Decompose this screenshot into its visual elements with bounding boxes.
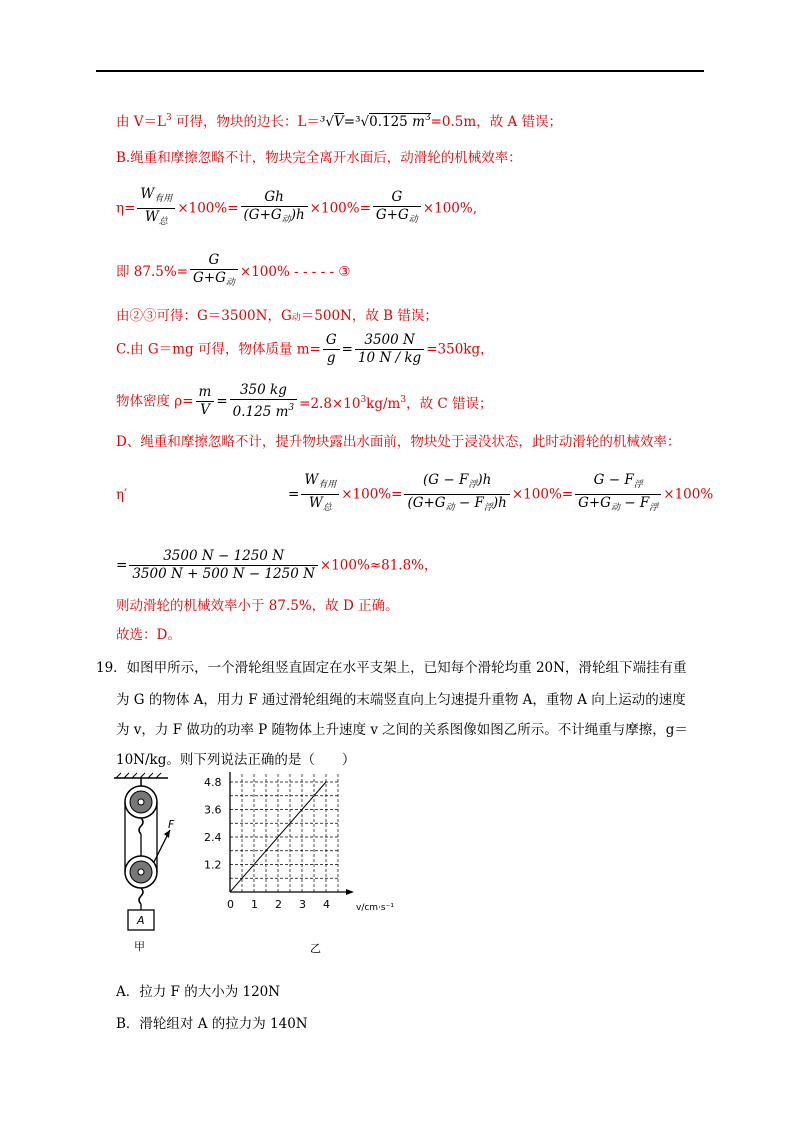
y-tick-label: 1.2 <box>204 858 222 872</box>
solution-rho-line: 物体密度 ρ= $\frac{m}{V}$ = $\frac{350 kg}{0.125 m^3}$ $=2.8\times 10^3kg/m^3$，故 C 错误； <box>116 382 493 420</box>
fig-jia-label: 甲 <box>134 940 145 953</box>
solution-a-line: 由 $V=L^3$ 可得，物块的边长：L＝³√V=³√0.125 $m^3=0.5m$，故 A 错误； <box>116 113 563 130</box>
block-label: A <box>137 914 145 927</box>
x-tick-label: 1 <box>251 898 258 911</box>
solution-conclusion: 则动滑轮的机械效率小于 87.5%，故 D 正确。 <box>116 598 399 614</box>
header-rule <box>96 70 704 72</box>
question-line-1: 19．如图甲所示，一个滑轮组竖直固定在水平支架上，已知每个滑轮均重 20N，滑轮组下端挂有重 <box>96 660 687 676</box>
solution-d-line: D、绳重和摩擦忽略不计，提升物块露出水面前，物块处于浸没状态，此时动滑轮的机械效率： <box>116 434 681 450</box>
solution-c-line: C.由 G＝mg 可得，物体质量 m= $\frac{G}{g}$ = $\frac{3500 N}{10 N / kg}$ =350kg， <box>116 332 494 366</box>
x-tick-label: 4 <box>323 898 330 911</box>
ji-formula: 即 87.5%= $\frac{G}{G+G_动}$ ×100% - - - - - ③ <box>116 252 351 288</box>
x-tick-label: 2 <box>275 898 282 911</box>
calc-formula: = $\frac{3500 N - 1250 N}{3500 N + 500 N - 1250 N}$ ×100%≈81.8%， <box>116 548 438 582</box>
question-line-4: 10N/kg。则下列说法正确的是（ ） <box>116 752 356 768</box>
question-line-3: 为 v，力 F 做功的功率 P 随物体上升速度 v 之间的关系图像如图乙所示。不计绳重与摩擦，g＝ <box>116 722 688 738</box>
x-tick-label: 0 <box>227 898 234 911</box>
solution-b-result: 由②③可得：G＝3500N，G动＝500N，故 B 错误； <box>116 308 438 324</box>
eta-prime-label: η′ <box>116 487 128 503</box>
pv-chart <box>200 772 420 962</box>
y-tick-label: 4.8 <box>204 776 222 789</box>
pulley-diagram <box>108 772 204 962</box>
chart-axes <box>227 772 394 913</box>
question-line-2: 为 G 的物体 A，用力 F 通过滑轮组绳的末端竖直向上匀速提升重物 A，重物 A 向上运动的速度 <box>116 692 686 708</box>
option-b[interactable]: B．滑轮组对 A 的拉力为 140N <box>116 1016 308 1032</box>
y-tick-label: 2.4 <box>204 831 222 844</box>
fig-yi-label: 乙 <box>310 942 321 955</box>
solution-b-line: B.绳重和摩擦忽略不计，物块完全离开水面后，动滑轮的机械效率： <box>116 150 522 166</box>
solution-answer: 故选：D。 <box>116 627 181 643</box>
chart-ticks <box>204 776 330 911</box>
y-tick-label: 3.6 <box>204 803 222 817</box>
eta-prime-formula: = $\frac{W_{有用}}{W_总}$ ×100%= $\frac{(G - F_浮)h}{(G+G_动 - F_浮)h}$ ×100%= $\frac{G - F_浮}{G+G_动 - F_浮}$ ×100% <box>288 472 714 513</box>
force-label: F <box>168 818 175 831</box>
x-axis-label: v/cm·s⁻¹ <box>356 903 394 913</box>
option-a[interactable]: A．拉力 F 的大小为 120N <box>116 984 281 1000</box>
x-axis-arrow <box>346 889 354 895</box>
x-tick-label: 3 <box>299 898 306 911</box>
eta-formula: η= $\frac{W_{有用}}{W_总}$ ×100%= $\frac{Gh}{(G+G_动)h}$ ×100%= $\frac{G}{G+G_动}$ ×100%, <box>116 186 477 227</box>
